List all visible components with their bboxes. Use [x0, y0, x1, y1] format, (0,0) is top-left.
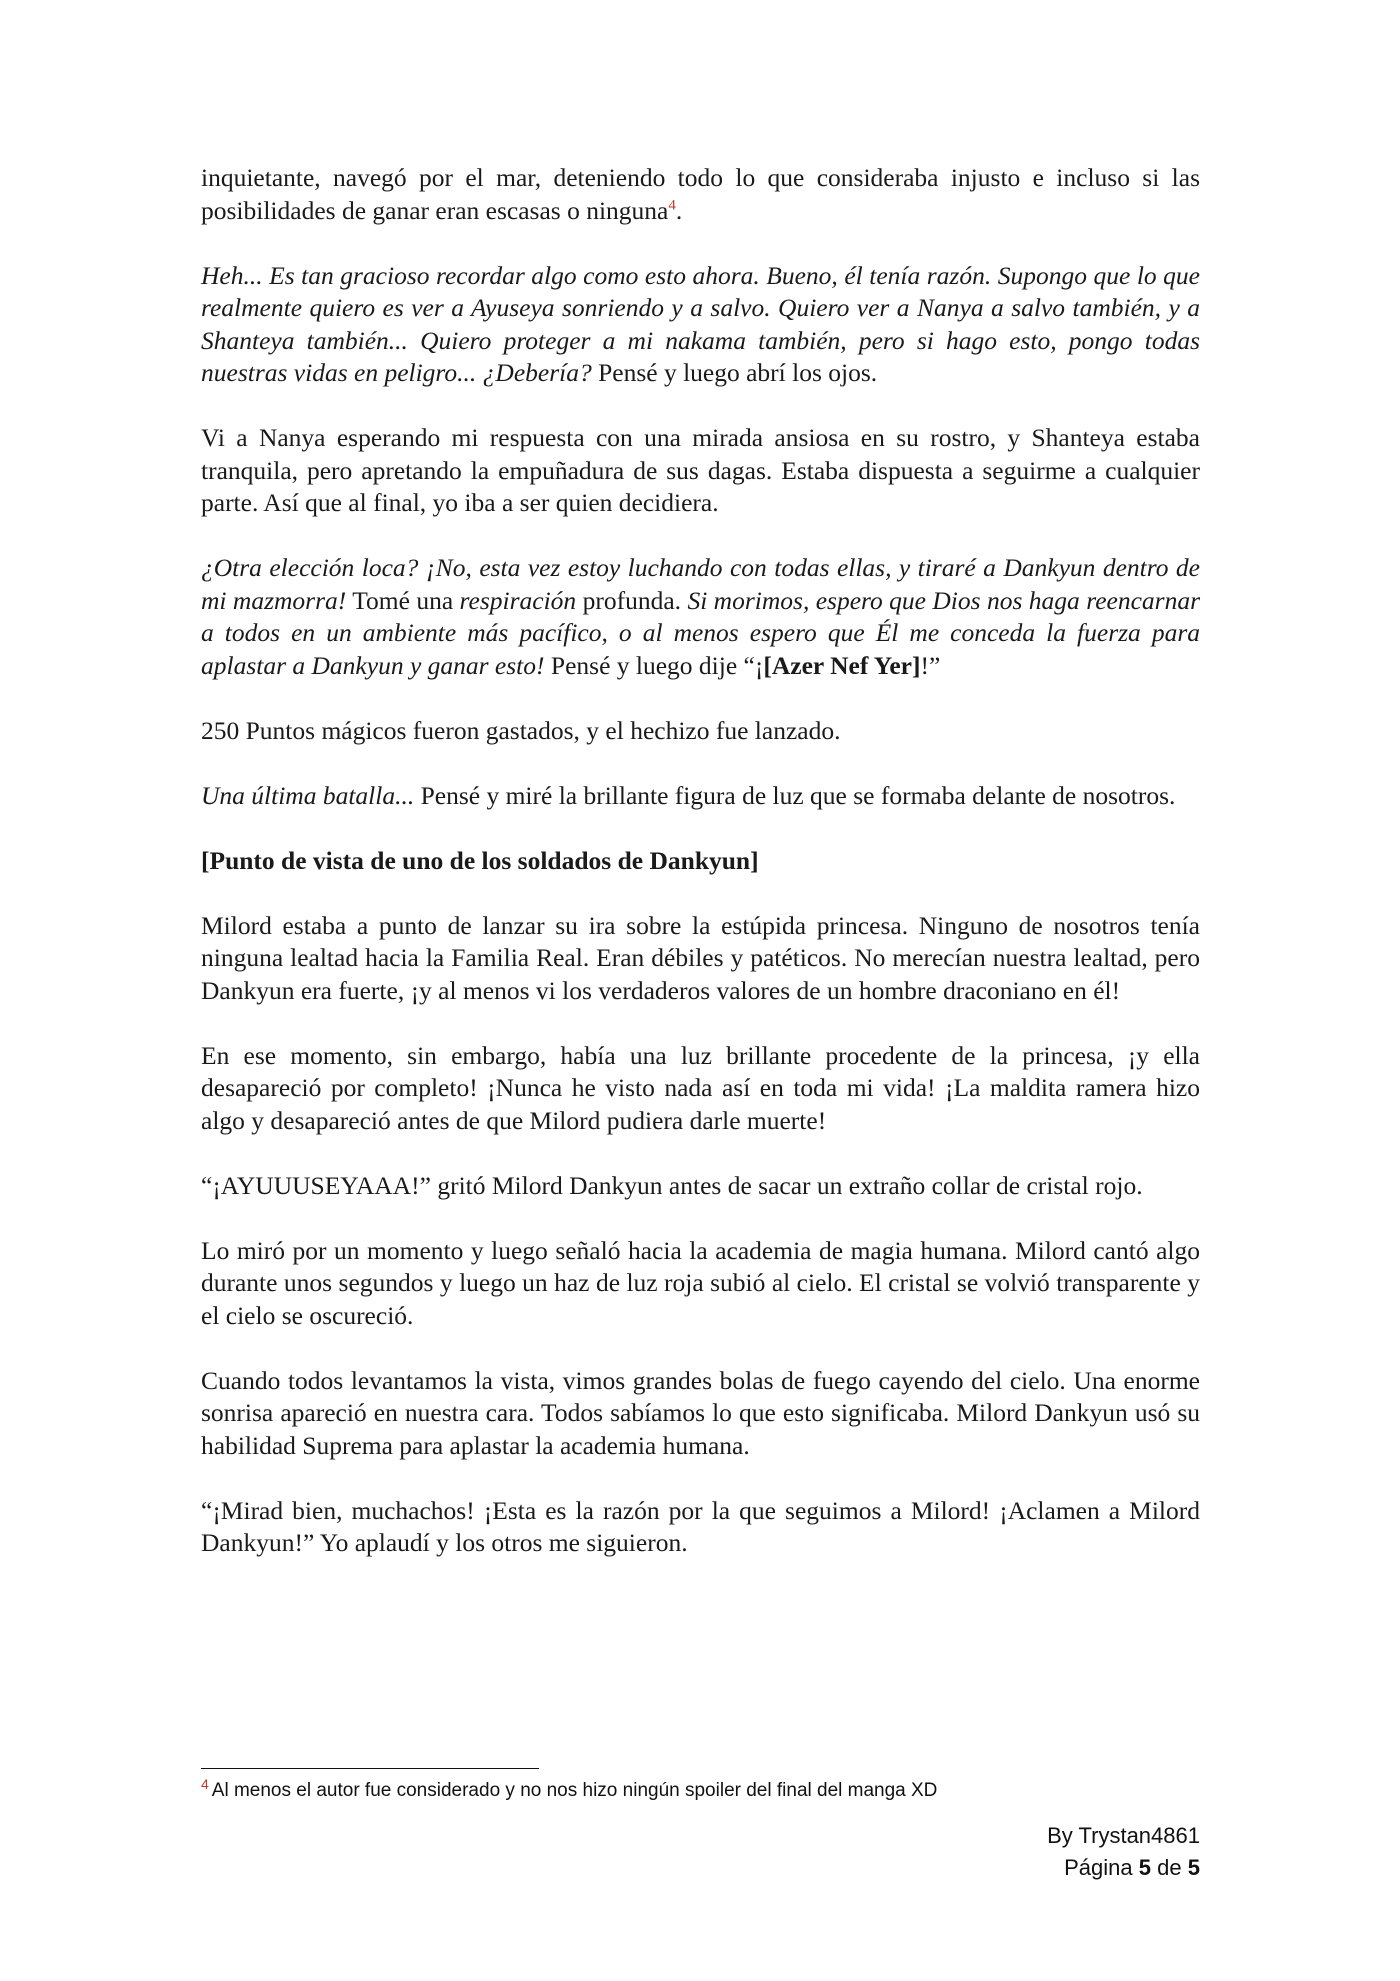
page-current: 5	[1138, 1855, 1152, 1880]
paragraph-7: Milord estaba a punto de lanzar su ira sobre la estúpida princesa. Ninguno de nosotros tenía ninguna lealtad hacia la Familia Real. Eran débiles y patéticos. No merecían nuestra lealtad, pero Dankyun era fuerte, ¡y al menos vi los verdaderos valores de un hombre draconiano en él!	[201, 910, 1200, 1005]
paragraph-10: Lo miró por un momento y luego señaló hacia la academia de magia humana. Milord cantó algo durante unos segundos y luego un haz de luz roja subió al cielo. El cristal se volvió transparente y el cielo se oscureció.	[201, 1235, 1200, 1330]
paragraph-8: En ese momento, sin embargo, había una luz brillante procedente de la princesa, ¡y ella desapareció por completo! ¡Nunca he visto nada así en toda mi vida! ¡La maldita ramera hizo algo y desapareció antes de que Milord pudiera darle muerte!	[201, 1040, 1200, 1135]
footnote-number: 4	[201, 1775, 209, 1792]
paragraph-4	[201, 552, 1200, 682]
section-heading-text: [Punto de vista de uno de los soldados de Dankyun]	[201, 845, 759, 875]
thought-text: ¿Otra elección loca? ¡No, esta vez estoy luchando con todas ellas, y tiraré a Dankyun dentro de mi mazmorra!	[201, 553, 1200, 615]
footer-author: By Trystan4861	[1047, 1823, 1200, 1848]
spell-name: [Azer Nef Yer]	[763, 650, 921, 680]
paragraph-text: Pensé y luego abrí los ojos.	[591, 358, 878, 387]
paragraph-3: Vi a Nanya esperando mi respuesta con una mirada ansiosa en su rostro, y Shanteya estaba tranquila, pero apretando la empuñadura de sus dagas. Estaba dispuesta a seguirme a cualquier parte. Así que al final, yo iba a ser quien decidiera.	[201, 423, 1200, 517]
paragraph-12: “¡Mirad bien, muchachos! ¡Esta es la razón por la que seguimos a Milord! ¡Aclamen a Milord Dankyun!” Yo aplaudí y los otros me siguieron.	[201, 1495, 1200, 1557]
paragraph-2	[201, 260, 1200, 390]
footnote-separator	[201, 1768, 539, 1769]
paragraph-text: Tomé una	[346, 585, 460, 615]
thought-text: Una última batalla...	[201, 780, 415, 810]
page-total: 5	[1187, 1855, 1200, 1880]
thought-text: Heh... Es tan gracioso recordar algo como esto ahora. Bueno, él tenía razón. Supongo que lo que realmente quiero es ver a Ayuseya sonriendo y a salvo. Quiero ver a Nanya a salvo también, y a Shanteya también... Quiero proteger a mi nakama también, pero si hago esto, pongo todas nuestras vidas en peligro... ¿Debería?	[201, 260, 1200, 387]
page-label: Página	[1064, 1855, 1133, 1880]
page-number	[1047, 1852, 1200, 1884]
footnote-text: Al menos el autor fue considerado y no nos hizo ningún spoiler del final del manga XD	[211, 1780, 938, 1801]
paragraph-9: “¡AYUUUSEYAAA!” gritó Milord Dankyun antes de sacar un extraño collar de cristal rojo.	[201, 1170, 1143, 1200]
footnote	[201, 1775, 1200, 1804]
italic-word: respiración	[459, 585, 577, 615]
page-of: de	[1157, 1855, 1182, 1880]
paragraph-1	[201, 162, 1200, 227]
body-text	[201, 162, 1200, 1560]
paragraph-text: Pensé y miré la brillante figura de luz que se formaba delante de nosotros.	[414, 780, 1176, 810]
paragraph-end: .	[675, 195, 683, 225]
thought-text: Si morimos, espero que Dios nos haga reencarnar a todos en un ambiente más pacífico, o al menos espero que Él me conceda la fuerza para aplastar a Dankyun y ganar esto!	[201, 585, 1200, 680]
section-heading	[201, 845, 1200, 878]
page-footer	[1047, 1820, 1200, 1884]
paragraph-text: profunda.	[576, 585, 688, 615]
paragraph-text: !”	[920, 650, 941, 680]
paragraph-11: Cuando todos levantamos la vista, vimos grandes bolas de fuego cayendo del cielo. Una enorme sonrisa apareció en nuestra cara. Todos sabíamos lo que esto significaba. Milord Dankyun usó su habilidad Suprema para aplastar la academia humana.	[201, 1365, 1200, 1460]
paragraph-text: inquietante, navegó por el mar, deteniendo todo lo que consideraba injusto e incluso si las posibilidades de ganar eran escasas o ninguna	[201, 163, 1200, 225]
paragraph-6	[201, 780, 1200, 813]
paragraph-text: Pensé y luego dije “¡	[544, 650, 764, 680]
paragraph-5: 250 Puntos mágicos fueron gastados, y el hechizo fue lanzado.	[201, 715, 841, 745]
footnote-reference[interactable]: 4	[668, 197, 676, 213]
